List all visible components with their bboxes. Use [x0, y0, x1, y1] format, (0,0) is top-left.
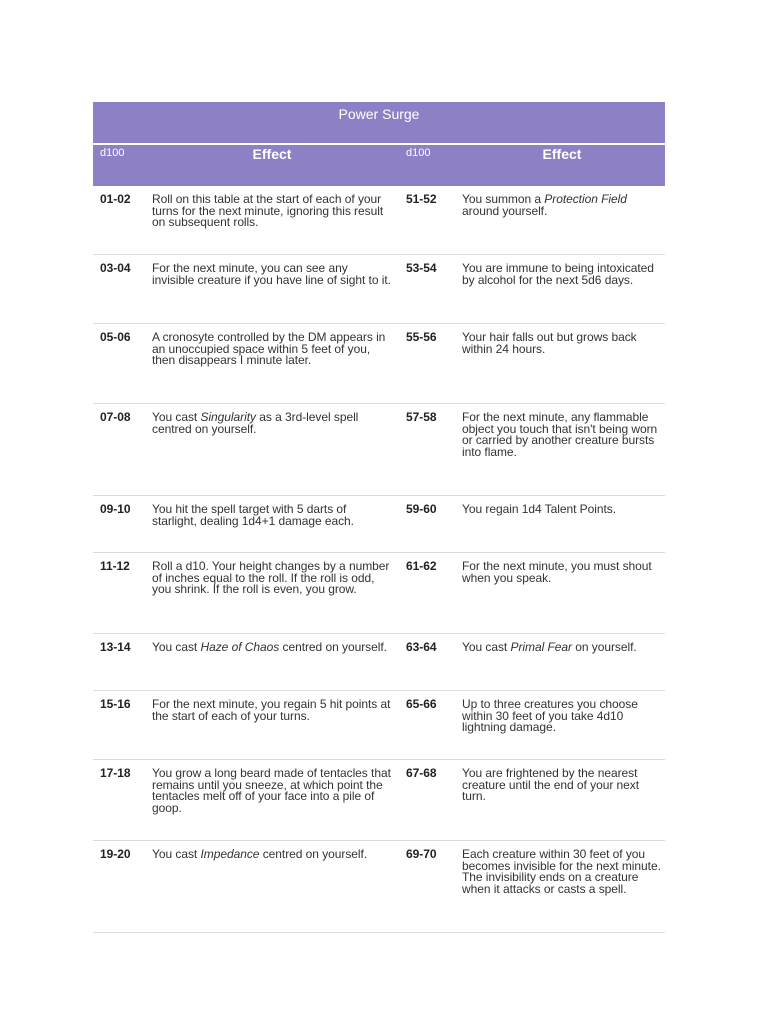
effect-text-segment: You hit the spell target with 5 darts of starlight, dealing 1d4+1 damage each.: [152, 502, 354, 528]
header-d100-right: d100: [406, 147, 431, 159]
effect-text-segment: Roll a d10. Your height changes by a number of inches equal to the roll. If the roll is odd, you shrink. If the roll is even, you grow.: [152, 559, 390, 597]
effect-text-segment: You are frightened by the nearest creature until the end of your next turn.: [462, 766, 640, 804]
spell-name: Primal Fear: [510, 640, 572, 654]
roll-range-left: 15-16: [100, 697, 131, 711]
roll-range-left: 01-02: [100, 192, 131, 206]
table-row: [93, 404, 665, 496]
table-row: [93, 760, 665, 841]
table-row: [93, 255, 665, 324]
table-title: Power Surge: [338, 106, 420, 122]
roll-range-left: 03-04: [100, 261, 131, 275]
effect-text-segment: For the next minute, any flammable object you touch that isn't being worn or carried by another creature bursts into flame.: [462, 410, 658, 459]
spell-name: Impedance: [200, 847, 260, 861]
effect-text-segment: You cast: [152, 410, 201, 424]
effect-text-segment: You cast: [462, 640, 511, 654]
header-effect-left: Effect: [252, 146, 292, 162]
effect-text-segment: Your hair falls out but grows back within 24 hours.: [462, 330, 637, 356]
effect-text-segment: Each creature within 30 feet of you becomes invisible for the next minute. The invisibility ends on a creature when it attacks or casts a spell.: [462, 847, 661, 896]
spell-name: Haze of Chaos: [200, 640, 280, 654]
effect-text-right: [462, 504, 662, 516]
roll-range-right: 57-58: [406, 410, 437, 424]
effect-text-right: [462, 561, 662, 584]
effect-text-right: [462, 412, 662, 458]
roll-range-right: 53-54: [406, 261, 437, 275]
roll-range-left: 13-14: [100, 640, 131, 654]
table-title-bar: [93, 102, 665, 143]
roll-range-left: 19-20: [100, 847, 131, 861]
effect-text-segment: For the next minute, you can see any invisible creature if you have line of sight to it.: [152, 261, 391, 287]
effect-text-right: [462, 849, 662, 895]
effect-text-left: [152, 699, 392, 722]
effect-text-left: [152, 849, 392, 861]
effect-text-right: [462, 642, 662, 654]
table-row: [93, 496, 665, 553]
effect-text-segment: as a 3rd-level spell centred on yourself.: [152, 410, 359, 436]
spell-name: Protection Field: [544, 192, 627, 206]
spell-name: Singularity: [200, 410, 256, 424]
effect-text-segment: A cronosyte controlled by the DM appears in an unoccupied space within 5 feet of you, then disappears I minute later.: [152, 330, 386, 368]
effect-text-segment: You grow a long beard made of tentacles that remains until you sneeze, at which point the tentacles melt off of your face into a pile of goop.: [152, 766, 391, 815]
roll-range-left: 05-06: [100, 330, 131, 344]
effect-text-segment: Roll on this table at the start of each of your turns for the next minute, ignoring this result on subsequent rolls.: [152, 192, 384, 230]
effect-text-left: [152, 504, 392, 527]
effect-text-segment: on yourself.: [571, 640, 637, 654]
roll-range-right: 63-64: [406, 640, 437, 654]
effect-text-right: [462, 699, 662, 734]
effect-text-segment: You regain 1d4 Talent Points.: [462, 502, 617, 516]
effect-text-right: [462, 263, 662, 286]
roll-range-left: 09-10: [100, 502, 131, 516]
effect-text-left: [152, 332, 392, 367]
roll-range-right: 61-62: [406, 559, 437, 573]
header-d100-left: d100: [100, 147, 125, 159]
roll-range-right: 69-70: [406, 847, 437, 861]
effect-text-segment: Up to three creatures you choose within 30 feet of you take 4d10 lightning damage.: [462, 697, 638, 735]
effect-text-segment: centred on yourself.: [259, 847, 368, 861]
roll-range-left: 11-12: [100, 559, 130, 573]
effect-text-segment: You are immune to being intoxicated by alcohol for the next 5d6 days.: [462, 261, 654, 287]
effect-text-right: [462, 194, 662, 217]
table-row: [93, 634, 665, 691]
table-row: [93, 324, 665, 404]
table-body: [93, 186, 665, 933]
effect-text-left: [152, 194, 392, 229]
effect-text-right: [462, 332, 662, 355]
table-header-row: [93, 143, 665, 186]
effect-text-left: [152, 263, 392, 286]
table-row: [93, 186, 665, 255]
effect-text-segment: around yourself.: [462, 203, 548, 218]
roll-range-left: 07-08: [100, 410, 131, 424]
table-row: [93, 691, 665, 760]
effect-text-left: [152, 412, 392, 435]
roll-range-right: 67-68: [406, 766, 437, 780]
effect-text-right: [462, 768, 662, 803]
roll-range-right: 65-66: [406, 697, 437, 711]
effect-text-left: [152, 642, 392, 654]
effect-text-segment: You summon a: [462, 192, 545, 206]
power-surge-table: [93, 102, 665, 933]
header-effect-right: Effect: [542, 146, 582, 162]
table-row: [93, 553, 665, 634]
effect-text-segment: You cast: [152, 640, 201, 654]
roll-range-right: 55-56: [406, 330, 437, 344]
effect-text-segment: For the next minute, you regain 5 hit points at the start of each of your turns.: [152, 697, 391, 723]
effect-text-segment: For the next minute, you must shout when you speak.: [462, 559, 652, 585]
effect-text-segment: centred on yourself.: [279, 640, 387, 654]
roll-range-right: 59-60: [406, 502, 437, 516]
effect-text-left: [152, 768, 392, 814]
effect-text-left: [152, 561, 392, 596]
roll-range-right: 51-52: [406, 192, 437, 206]
roll-range-left: 17-18: [100, 766, 131, 780]
table-row: [93, 841, 665, 933]
effect-text-segment: You cast: [152, 847, 201, 861]
